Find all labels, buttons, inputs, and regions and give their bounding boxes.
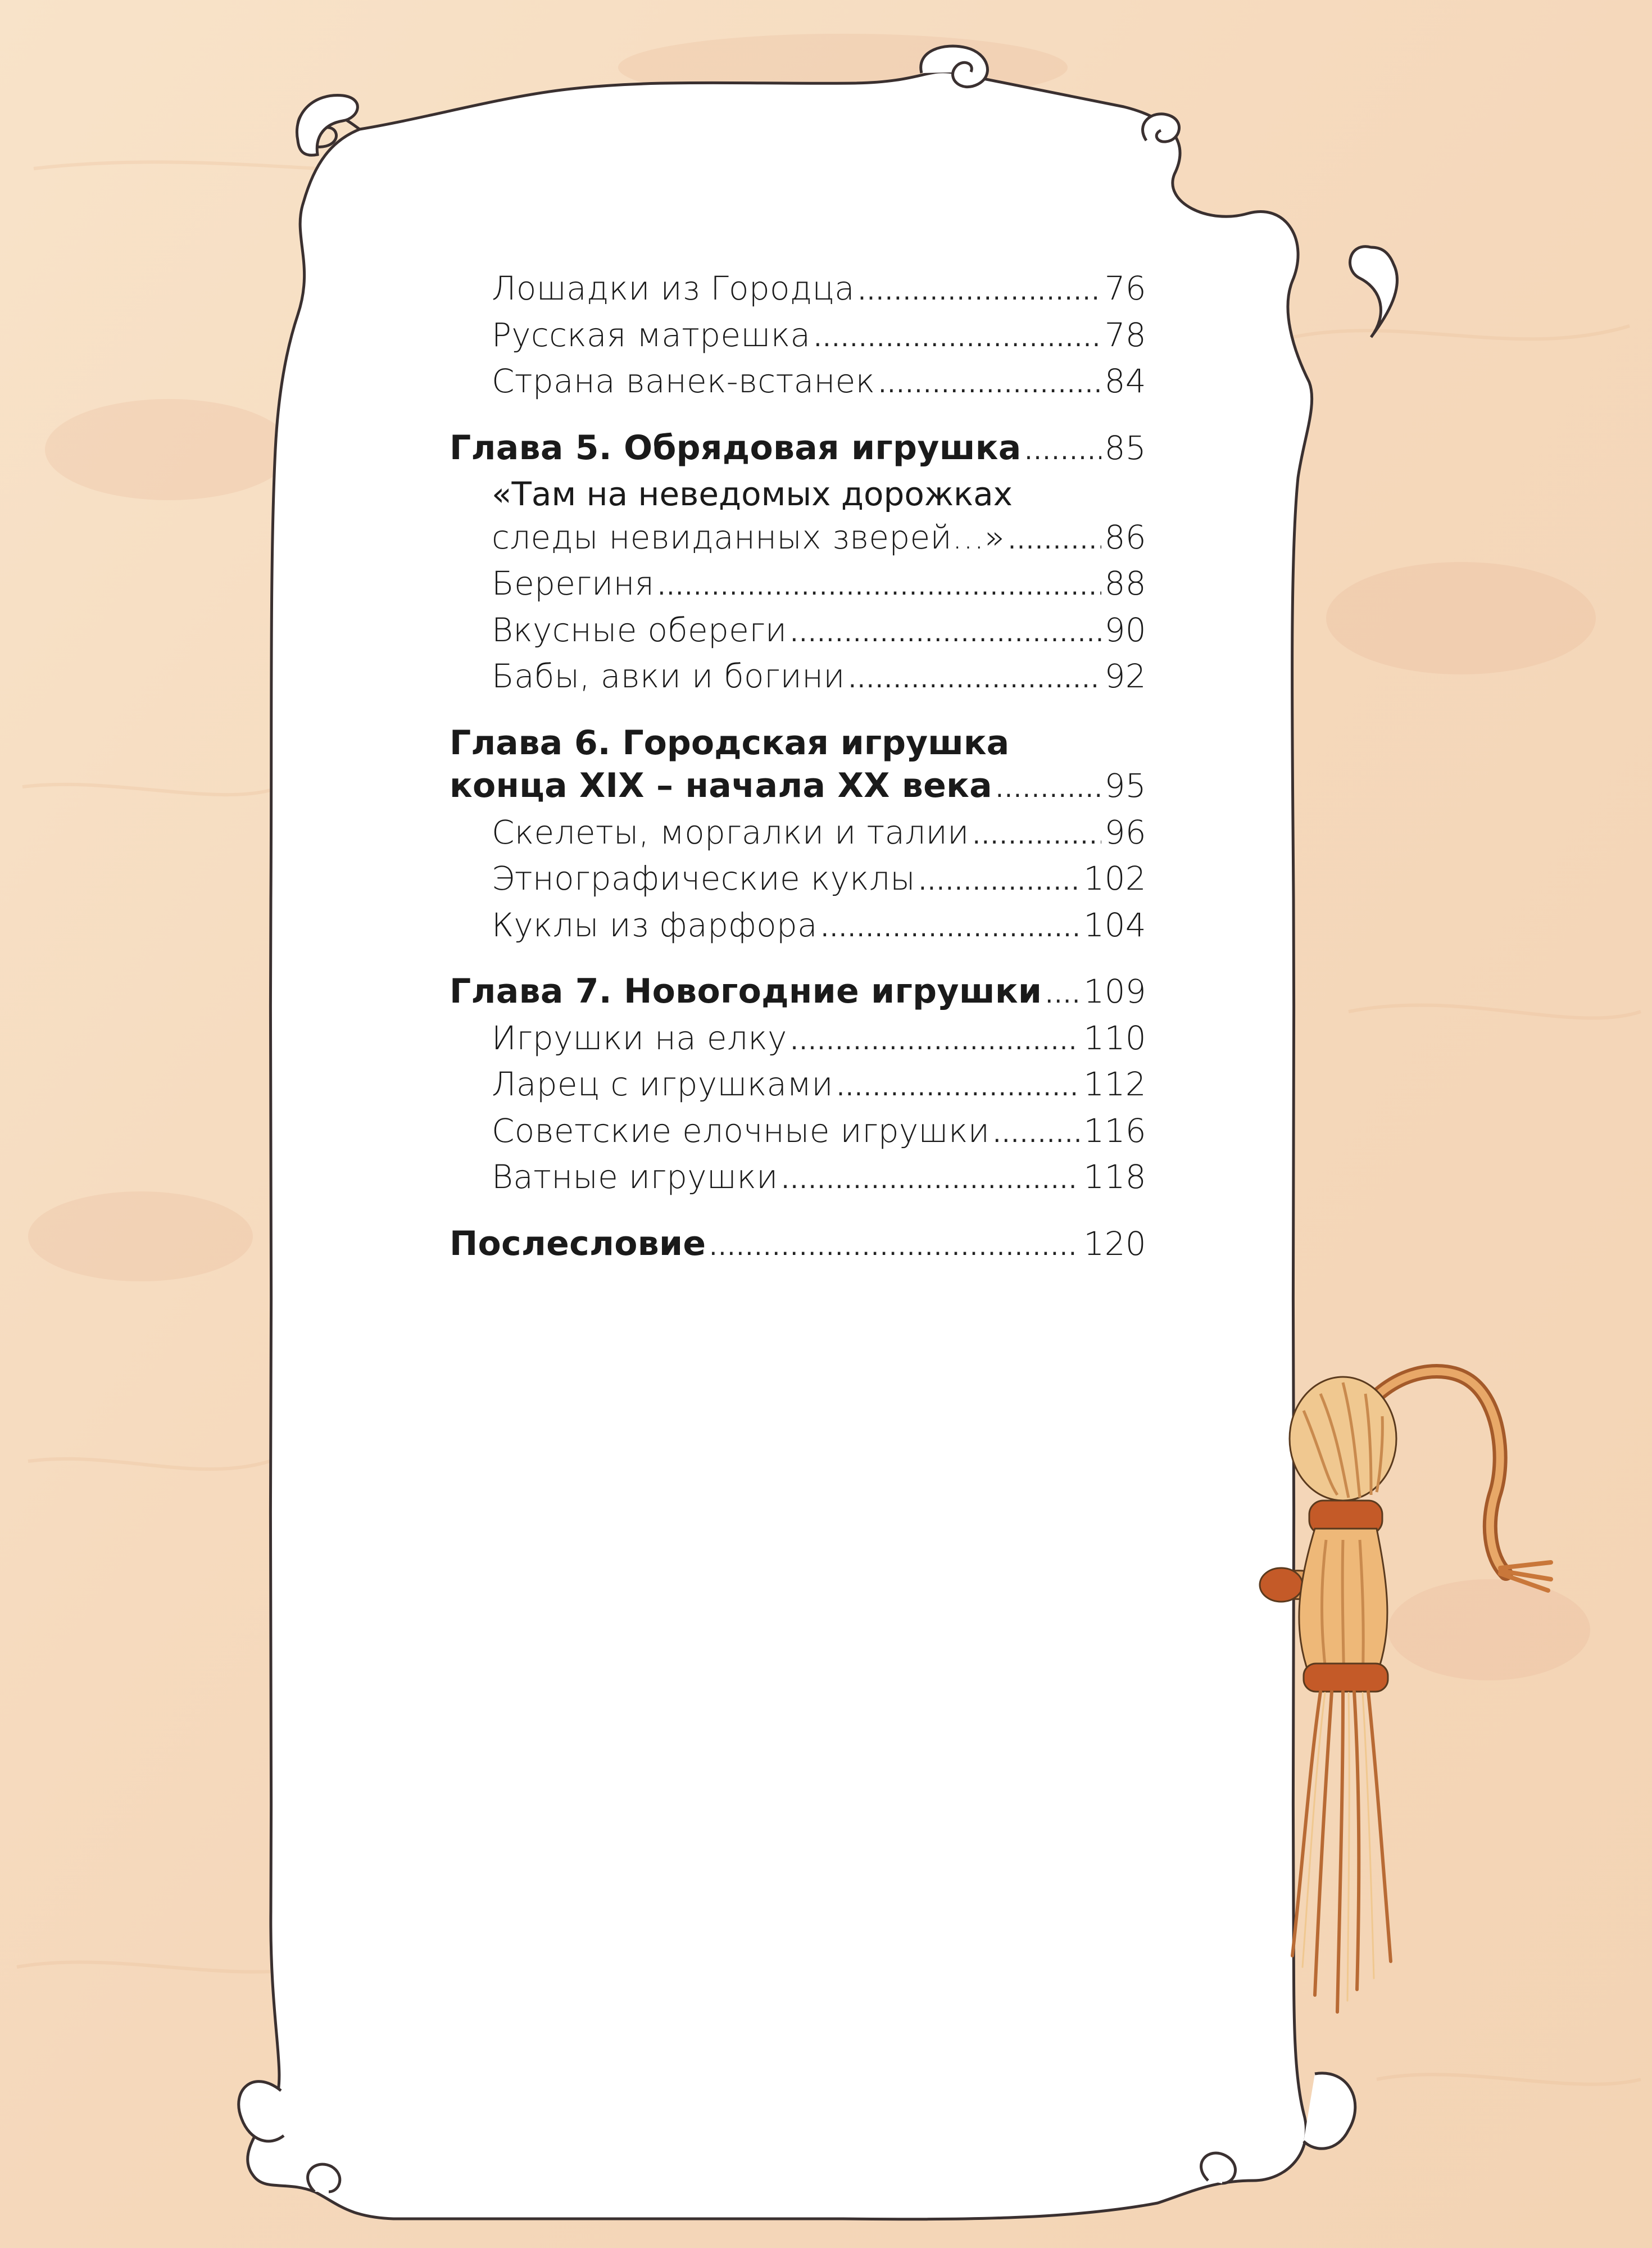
toc-entry[interactable] bbox=[450, 1109, 1146, 1156]
toc-entry-page: 96 bbox=[1104, 813, 1146, 851]
toc-entry-title: Куклы из фарфора bbox=[492, 905, 818, 944]
toc-entry[interactable] bbox=[450, 360, 1146, 406]
toc-entry-page: 84 bbox=[1104, 362, 1146, 400]
toc-entry[interactable] bbox=[450, 314, 1146, 360]
leader-dots bbox=[837, 1066, 1080, 1109]
afterword-title: Послесловие bbox=[450, 1223, 706, 1263]
toc-entry-page: 110 bbox=[1083, 1018, 1146, 1057]
toc-entry[interactable] bbox=[450, 811, 1146, 858]
toc-entry[interactable] bbox=[450, 1155, 1146, 1202]
toc-afterword[interactable] bbox=[450, 1222, 1146, 1269]
leader-dots bbox=[791, 1020, 1081, 1063]
leader-dots bbox=[848, 658, 1101, 701]
toc-entry-title: Берегиня bbox=[492, 564, 655, 602]
toc-entry-title: Ватные игрушки bbox=[492, 1158, 778, 1196]
toc-entry-page: 116 bbox=[1083, 1111, 1146, 1150]
chapter-title-line1: Глава 6. Городская игрушка bbox=[450, 723, 1010, 763]
toc-entry-title: следы невиданных зверей…» bbox=[492, 518, 1005, 556]
straw-doll-illustration bbox=[1259, 1349, 1562, 2079]
leader-dots bbox=[919, 860, 1080, 904]
toc-entry-line1[interactable] bbox=[450, 473, 1146, 516]
leader-dots bbox=[878, 363, 1101, 406]
toc-entry-title: Советские елочные игрушки bbox=[492, 1111, 990, 1150]
leader-dots bbox=[993, 1113, 1080, 1156]
toc-entry[interactable] bbox=[450, 904, 1146, 950]
chapter-title: Глава 5. Обрядовая игрушка bbox=[450, 428, 1022, 468]
chapter-title: Глава 7. Новогодние игрушки bbox=[450, 972, 1042, 1011]
toc-entry[interactable] bbox=[450, 516, 1146, 563]
leader-dots bbox=[1045, 973, 1080, 1017]
toc-entry-page: 90 bbox=[1104, 610, 1146, 649]
toc-entry-title: Русская матрешка bbox=[492, 315, 811, 354]
chapter-page: 85 bbox=[1104, 428, 1146, 467]
toc-entry-page: 102 bbox=[1083, 859, 1146, 898]
toc-entry-title: Игрушки на елку bbox=[492, 1018, 787, 1057]
toc-entry-title: Ларец с игрушками bbox=[492, 1065, 833, 1103]
toc-entry-page: 76 bbox=[1104, 269, 1146, 307]
afterword-page: 120 bbox=[1083, 1224, 1146, 1263]
toc-entry-title: Страна ванек-встанек bbox=[492, 362, 875, 400]
table-of-contents bbox=[450, 267, 1146, 1268]
toc-entry-page: 88 bbox=[1104, 564, 1146, 602]
toc-entry[interactable] bbox=[450, 857, 1146, 904]
toc-entry[interactable] bbox=[450, 562, 1146, 609]
toc-chapter-7[interactable] bbox=[450, 970, 1146, 1017]
toc-entry[interactable] bbox=[450, 1017, 1146, 1063]
chapter-page: 109 bbox=[1083, 972, 1146, 1010]
leader-dots bbox=[1008, 519, 1101, 563]
toc-entry-title: Этнографические куклы bbox=[492, 859, 915, 898]
toc-entry[interactable] bbox=[450, 1063, 1146, 1109]
leader-dots bbox=[709, 1226, 1080, 1269]
toc-chapter-6-line1[interactable] bbox=[450, 722, 1146, 765]
toc-entry-title: Вкусные обереги bbox=[492, 610, 787, 649]
leader-dots bbox=[814, 317, 1101, 360]
leader-dots bbox=[973, 814, 1101, 858]
leader-dots bbox=[1025, 430, 1101, 473]
toc-entry-page: 118 bbox=[1083, 1158, 1146, 1196]
leader-dots bbox=[782, 1159, 1081, 1202]
toc-entry[interactable] bbox=[450, 609, 1146, 655]
toc-entry[interactable] bbox=[450, 267, 1146, 314]
toc-entry-page: 92 bbox=[1104, 657, 1146, 695]
chapter-title-line2: конца XIX – начала XX века bbox=[450, 766, 992, 805]
toc-entry-title: Лошадки из Городца bbox=[492, 269, 855, 307]
leader-dots bbox=[821, 907, 1081, 950]
toc-entry-page: 78 bbox=[1104, 315, 1146, 354]
toc-entry-title: Бабы, авки и богини bbox=[492, 657, 845, 695]
toc-entry-page: 104 bbox=[1083, 905, 1146, 944]
toc-entry-page: 86 bbox=[1104, 518, 1146, 556]
toc-chapter-6[interactable] bbox=[450, 764, 1146, 811]
toc-entry-title-line1: «Там на неведомых дорожках bbox=[492, 475, 1013, 513]
toc-entry-page: 112 bbox=[1083, 1065, 1146, 1103]
toc-entry-title: Скелеты, моргалки и талии bbox=[492, 813, 969, 851]
leader-dots bbox=[858, 270, 1101, 314]
chapter-page: 95 bbox=[1104, 767, 1146, 805]
leader-dots bbox=[657, 565, 1101, 609]
leader-dots bbox=[996, 768, 1101, 811]
toc-chapter-5[interactable] bbox=[450, 427, 1146, 473]
toc-entry[interactable] bbox=[450, 655, 1146, 701]
leader-dots bbox=[790, 612, 1101, 655]
